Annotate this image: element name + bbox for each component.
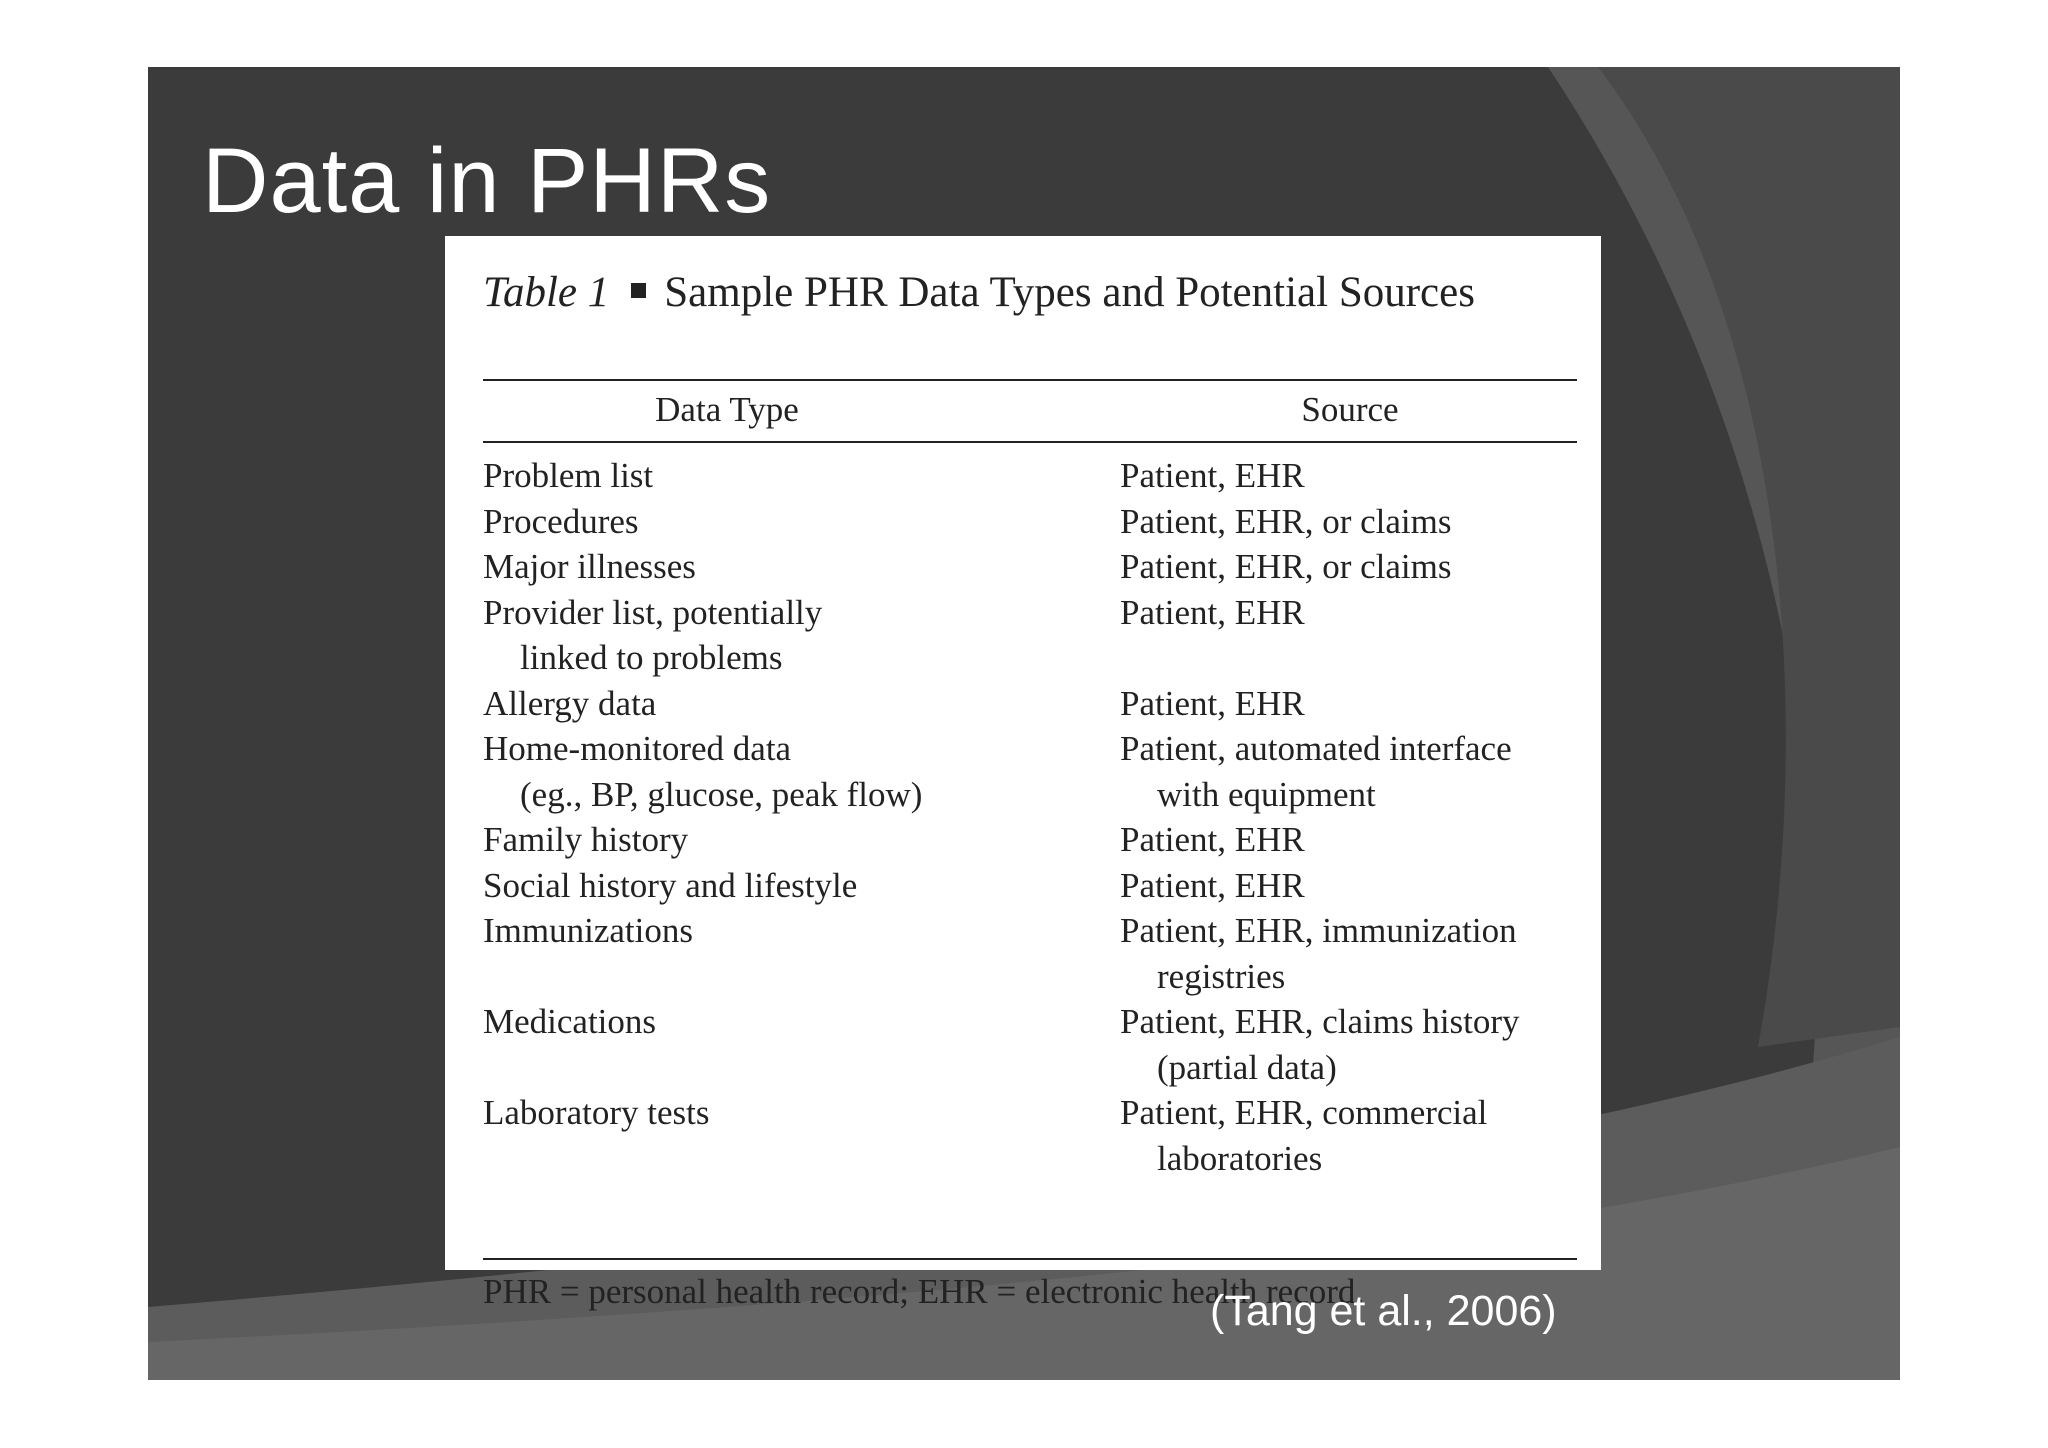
table-row — [483, 1090, 1577, 1181]
source-line: Patient, EHR, immunization — [1120, 911, 1517, 950]
table-row — [483, 817, 1577, 863]
source-line: Patient, EHR — [1120, 820, 1305, 859]
table-row — [483, 908, 1577, 999]
source-cell — [1120, 681, 1577, 727]
source-cell — [1120, 726, 1577, 817]
data-type-line: Family history — [483, 820, 689, 859]
data-type-line: Problem list — [483, 456, 654, 495]
slide — [148, 67, 1900, 1380]
source-line: registries — [1157, 956, 1286, 996]
source-line: Patient, automated interface — [1120, 729, 1512, 768]
table-bottom-rule — [483, 1258, 1577, 1260]
table-row — [483, 590, 1577, 681]
table-caption — [483, 268, 1563, 318]
source-cell — [1120, 590, 1577, 681]
data-type-cell — [483, 499, 1120, 545]
source-line: Patient, EHR, or claims — [1120, 547, 1452, 586]
slide-title: Data in PHRs — [202, 130, 772, 232]
source-cell — [1120, 499, 1577, 545]
source-cell — [1120, 817, 1577, 863]
data-type-cell — [483, 590, 1120, 681]
data-type-line: Procedures — [483, 501, 639, 541]
data-type-cell — [483, 453, 1120, 499]
data-type-line: Social history and lifestyle — [483, 865, 858, 905]
table-row — [483, 726, 1577, 817]
data-type-cell — [483, 863, 1120, 909]
data-type-line: Major illnesses — [483, 547, 696, 586]
data-type-cell — [483, 1090, 1120, 1181]
table-row — [483, 453, 1577, 499]
source-cell — [1120, 863, 1577, 909]
data-type-line: linked to problems — [520, 638, 783, 677]
data-type-cell — [483, 726, 1120, 817]
source-line: laboratories — [1157, 1138, 1323, 1178]
source-cell — [1120, 908, 1577, 999]
table-footnote: PHR = personal health record; EHR = electronic health record. — [483, 1272, 1365, 1311]
data-type-cell — [483, 681, 1120, 727]
table-caption-text: Sample PHR Data Types and Potential Sources — [664, 269, 1475, 316]
data-type-line: Allergy data — [483, 683, 657, 723]
citation: (Tang et al., 2006) — [1210, 1287, 1557, 1335]
column-header-data-type: Data Type — [655, 390, 799, 429]
square-bullet-icon — [631, 283, 646, 298]
source-cell — [1120, 453, 1577, 499]
data-type-cell — [483, 544, 1120, 590]
source-line: Patient, EHR, commercial — [1120, 1093, 1488, 1132]
source-cell — [1120, 999, 1577, 1090]
source-line: Patient, EHR — [1120, 592, 1305, 632]
data-type-line: Medications — [483, 1002, 657, 1041]
data-type-line: Laboratory tests — [483, 1093, 710, 1132]
data-type-cell — [483, 908, 1120, 999]
source-line: with equipment — [1157, 774, 1376, 814]
data-type-line: Immunizations — [483, 911, 693, 950]
table-header-rule — [483, 441, 1577, 443]
table-row — [483, 681, 1577, 727]
table-top-rule — [483, 379, 1577, 381]
table-body — [483, 453, 1577, 1181]
column-header-source: Source — [1301, 390, 1399, 429]
source-line: Patient, EHR — [1120, 456, 1305, 495]
data-type-line: Home-monitored data — [483, 729, 792, 768]
source-line: Patient, EHR — [1120, 683, 1305, 723]
table-caption-label: Table 1 — [483, 269, 610, 316]
table-row — [483, 544, 1577, 590]
table-row — [483, 999, 1577, 1090]
data-type-line: Provider list, potentially — [483, 592, 823, 632]
source-line: Patient, EHR, or claims — [1120, 501, 1452, 541]
table-row — [483, 499, 1577, 545]
source-cell — [1120, 1090, 1577, 1181]
source-line: Patient, EHR — [1120, 865, 1305, 905]
source-cell — [1120, 544, 1577, 590]
table-row — [483, 863, 1577, 909]
data-type-cell — [483, 817, 1120, 863]
data-type-cell — [483, 999, 1120, 1090]
data-type-line: (eg., BP, glucose, peak flow) — [520, 774, 923, 814]
source-line: (partial data) — [1157, 1047, 1337, 1087]
source-line: Patient, EHR, claims history — [1120, 1002, 1520, 1041]
